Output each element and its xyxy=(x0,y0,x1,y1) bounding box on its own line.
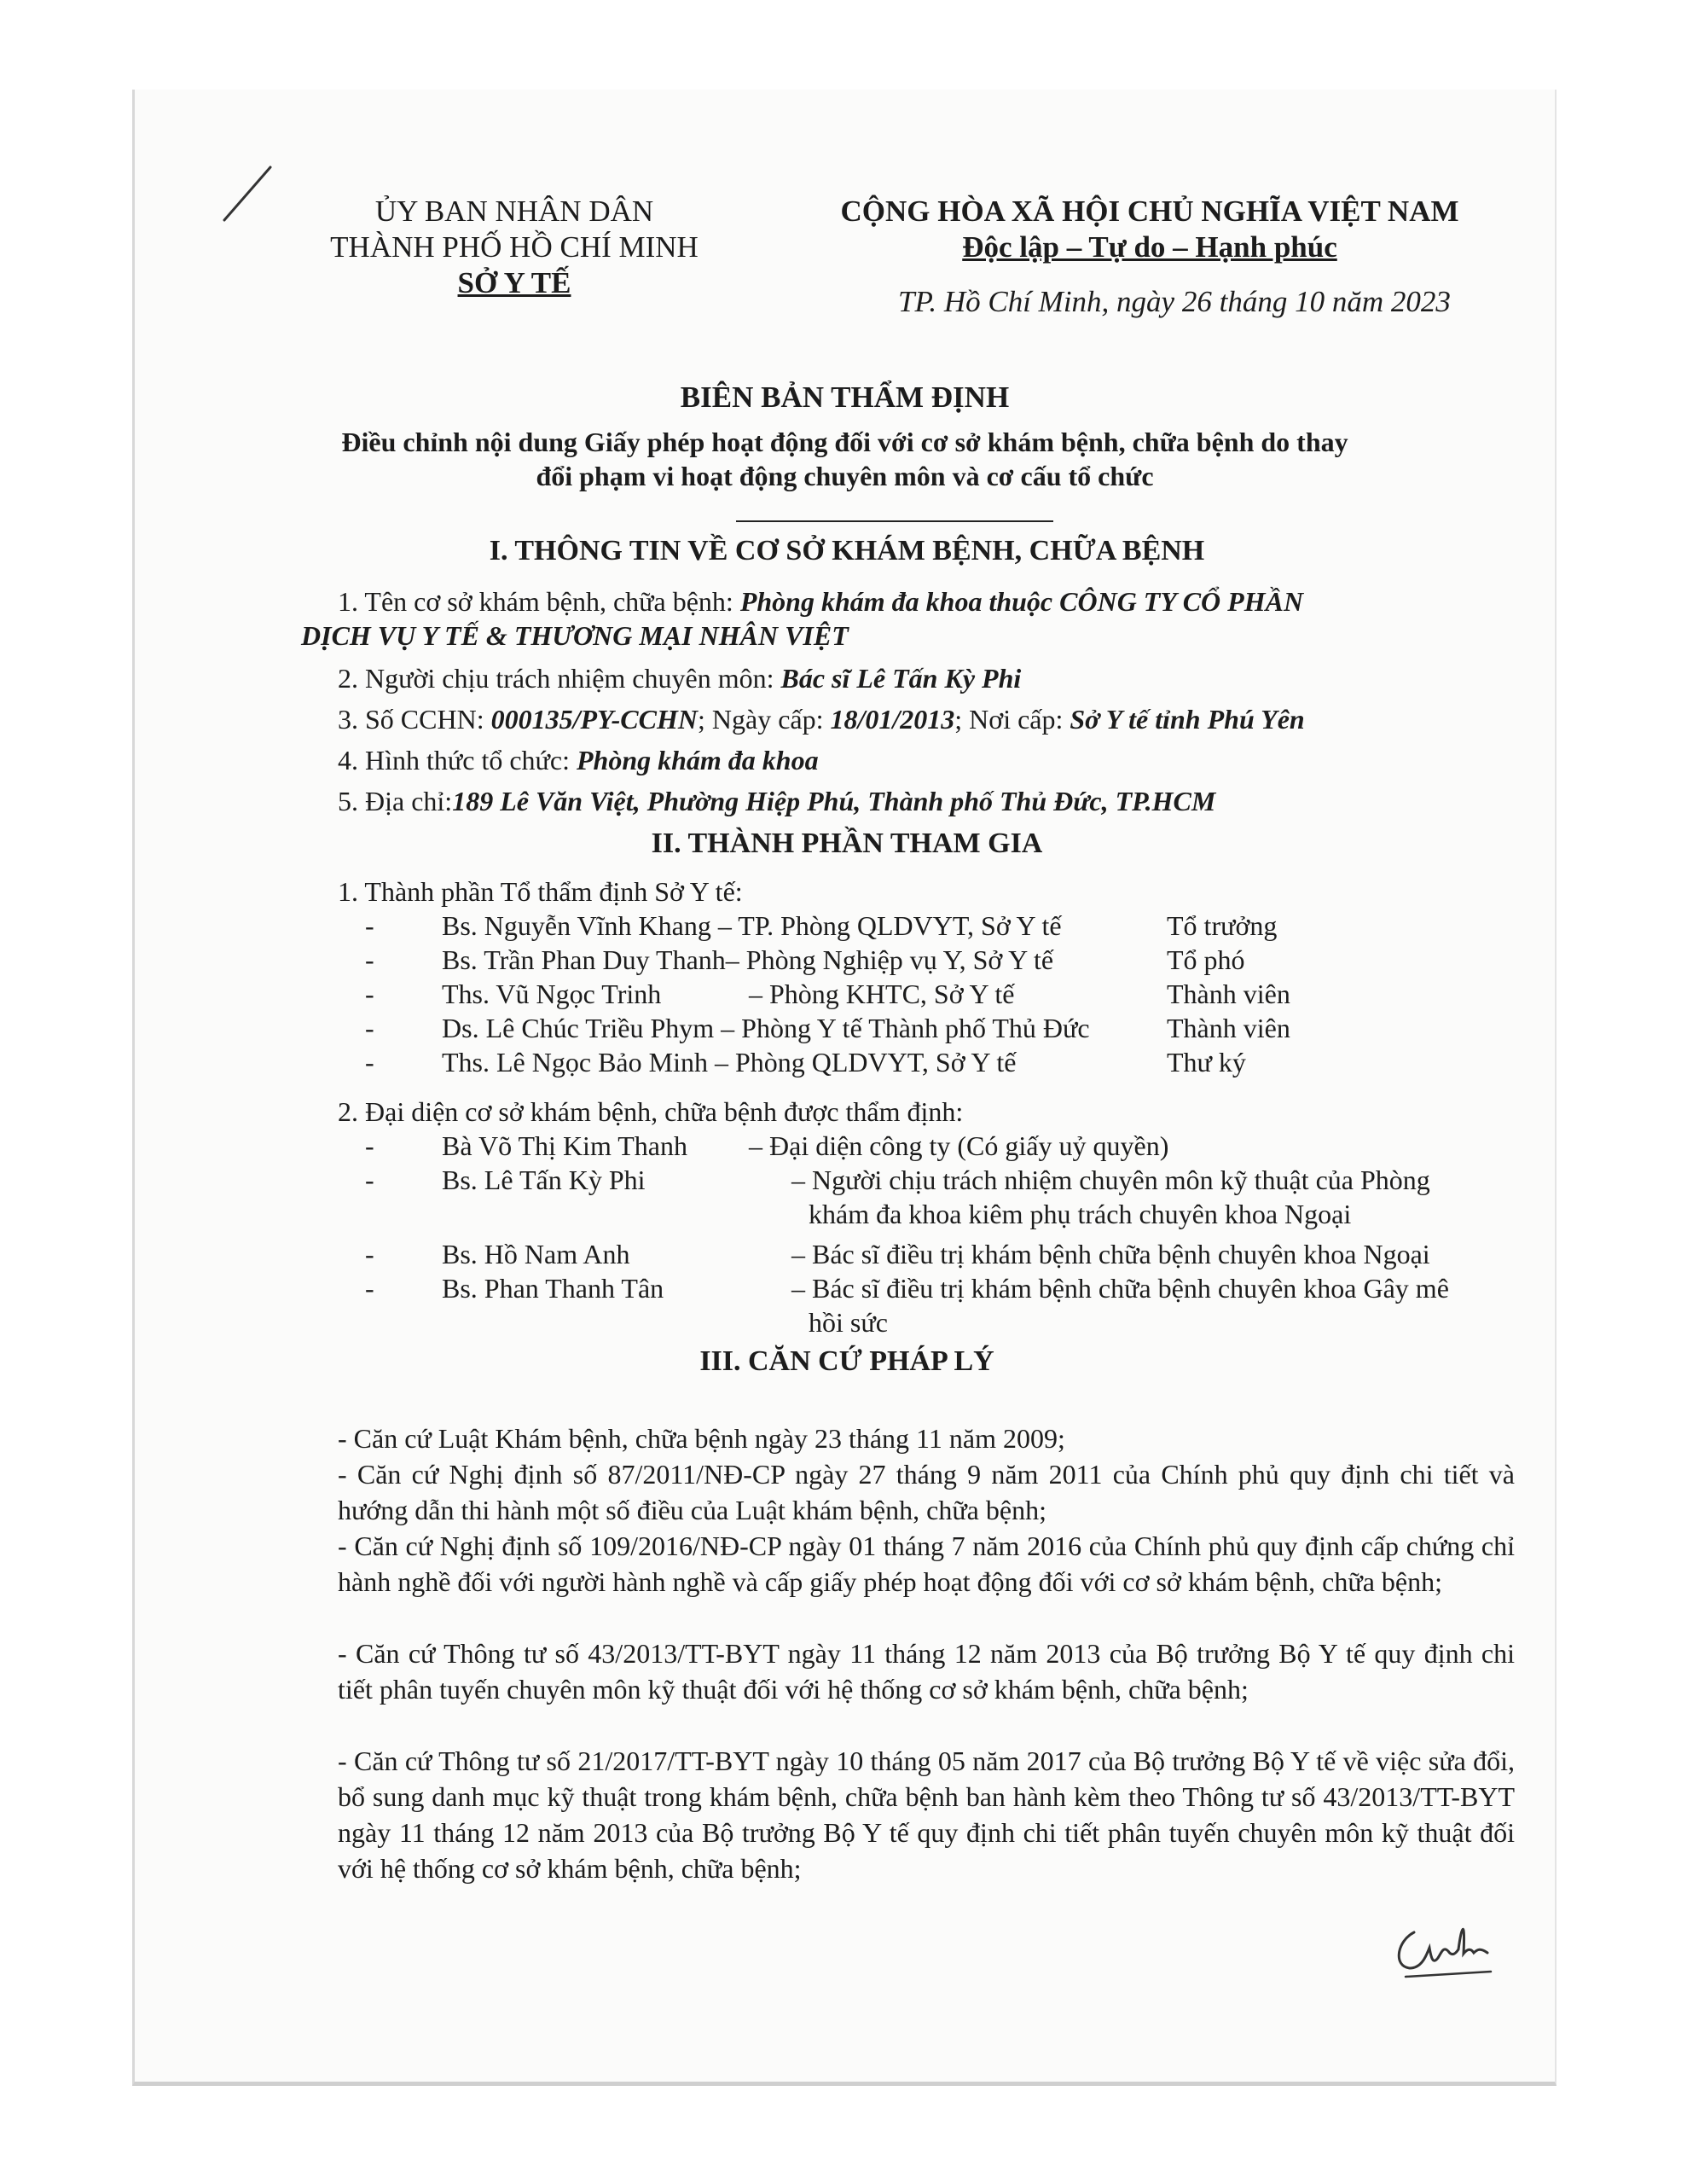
facility-name-line xyxy=(338,584,1303,619)
committee-title: 1. Thành phần Tổ thẩm định Sở Y tế: xyxy=(338,876,743,907)
title-divider xyxy=(736,520,1053,522)
rep-name: Bà Võ Thị Kim Thanh xyxy=(442,1130,687,1161)
member-name: Ths. Vũ Ngọc Trinh xyxy=(442,979,662,1009)
section-1-heading: I. THÔNG TIN VỀ CƠ SỞ KHÁM BỆNH, CHỮA BỆNH xyxy=(489,535,1205,566)
date-line: TP. Hồ Chí Minh, ngày 26 tháng 10 năm 2023 xyxy=(898,285,1451,318)
member-dept: – Phòng KHTC, Sở Y tế xyxy=(749,979,1015,1009)
license-number-label: 3. Số CCHN: xyxy=(338,704,491,735)
member-dash: - xyxy=(365,944,374,975)
member-name: Ds. Lê Chúc Triều Phym – Phòng Y tế Thành phố Thủ Đức xyxy=(442,1013,1090,1043)
signature-initials xyxy=(1388,1915,1508,1984)
pen-mark xyxy=(217,162,277,226)
member-dash: - xyxy=(365,979,374,1009)
representatives-title: 2. Đại diện cơ sở khám bệnh, chữa bệnh được thẩm định: xyxy=(338,1096,964,1127)
responsible-person-line xyxy=(338,661,1021,695)
rep-name: Bs. Lê Tấn Kỳ Phi xyxy=(442,1165,646,1195)
rep-dash: - xyxy=(365,1273,374,1304)
address-value: 189 Lê Văn Việt, Phường Hiệp Phú, Thành phố Thủ Đức, TP.HCM xyxy=(452,786,1216,816)
address-line xyxy=(338,784,1215,818)
rep-dash: - xyxy=(365,1130,374,1161)
doc-subtitle-line-1: Điều chỉnh nội dung Giấy phép hoạt động đối với cơ sở khám bệnh, chữa bệnh do thay xyxy=(341,427,1348,457)
authority-line-2: THÀNH PHỐ HỒ CHÍ MINH xyxy=(330,230,699,264)
responsible-person-value: Bác sĩ Lê Tấn Kỳ Phi xyxy=(780,663,1022,694)
member-dash: - xyxy=(365,910,374,941)
section-3-heading: III. CĂN CỨ PHÁP LÝ xyxy=(699,1345,994,1377)
issue-place-label: ; Nơi cấp: xyxy=(954,704,1070,735)
national-title: CỘNG HÒA XÃ HỘI CHỦ NGHĨA VIỆT NAM xyxy=(840,195,1459,228)
doc-subtitle-line-2: đổi phạm vi hoạt động chuyên môn và cơ cấu tổ chức xyxy=(536,461,1154,491)
facility-name-label: 1. Tên cơ sở khám bệnh, chữa bệnh: xyxy=(338,586,740,617)
license-number-value: 000135/PY-CCHN xyxy=(490,704,698,735)
legal-basis-item: - Căn cứ Nghị định số 87/2011/NĐ-CP ngày 27 tháng 9 năm 2011 của Chính phủ quy định chi tiết và hướng dẫn thi hành một số điều của Luật khám bệnh, chữa bệnh; xyxy=(338,1459,1515,1525)
legal-basis-item: - Căn cứ Thông tư số 43/2013/TT-BYT ngày 11 tháng 12 năm 2013 của Bộ trưởng Bộ Y tế quy định chi tiết phân tuyến chuyên môn kỹ thuật đối với hệ thống cơ sở khám bệnh, chữa bệnh; xyxy=(338,1638,1515,1705)
legal-basis-item: - Căn cứ Thông tư số 21/2017/TT-BYT ngày 10 tháng 05 năm 2017 của Bộ trưởng Bộ Y tế về việc sửa đổi, bổ sung danh mục kỹ thuật trong khám bệnh, chữa bệnh ban hành kèm theo Thông tư số 43/2013/TT-BYT ngày 11 tháng 12 năm 2013 của Bộ trưởng Bộ Y tế quy định chi tiết phân tuyến chuyên môn kỹ thuật đối với hệ thống cơ sở khám bệnh, chữa bệnh; xyxy=(338,1745,1515,1884)
national-motto: Độc lập – Tự do – Hạnh phúc xyxy=(962,230,1337,264)
address-label: 5. Địa chỉ: xyxy=(338,786,453,816)
rep-name: Bs. Phan Thanh Tân xyxy=(442,1273,664,1304)
rep-name: Bs. Hồ Nam Anh xyxy=(442,1239,630,1269)
member-role: Tổ trưởng xyxy=(1167,910,1278,941)
rep-desc-cont: khám đa khoa kiêm phụ trách chuyên khoa Ngoại xyxy=(809,1199,1352,1229)
rep-desc: – Bác sĩ điều trị khám bệnh chữa bệnh chuyên khoa Ngoại xyxy=(791,1239,1430,1269)
issue-place-value: Sở Y tế tỉnh Phú Yên xyxy=(1070,704,1305,735)
rep-desc: – Người chịu trách nhiệm chuyên môn kỹ thuật của Phòng xyxy=(791,1165,1430,1195)
facility-name-value-cont: DỊCH VỤ Y TẾ & THƯƠNG MẠI NHÂN VIỆT xyxy=(301,620,849,651)
issuing-authority xyxy=(327,194,702,301)
member-role: Thành viên xyxy=(1167,979,1290,1009)
national-header xyxy=(787,194,1512,265)
rep-desc: – Đại diện công ty (Có giấy uỷ quyền) xyxy=(749,1130,1169,1161)
member-role: Thành viên xyxy=(1167,1013,1290,1043)
member-name: Bs. Nguyễn Vĩnh Khang – TP. Phòng QLDVYT, Sở Y tế xyxy=(442,910,1062,941)
issue-date-label: ; Ngày cấp: xyxy=(697,704,831,735)
doc-title: BIÊN BẢN THẨM ĐỊNH xyxy=(680,380,1010,414)
license-line xyxy=(338,702,1305,736)
org-form-label: 4. Hình thức tổ chức: xyxy=(338,745,577,775)
member-role: Thư ký xyxy=(1167,1047,1246,1077)
authority-line-1: ỦY BAN NHÂN DÂN xyxy=(374,195,654,228)
issue-date-value: 18/01/2013 xyxy=(830,704,955,735)
rep-desc: – Bác sĩ điều trị khám bệnh chữa bệnh chuyên khoa Gây mê xyxy=(791,1273,1449,1304)
rep-desc-cont: hồi sức xyxy=(809,1307,888,1338)
member-role: Tổ phó xyxy=(1167,944,1245,975)
member-name: Ths. Lê Ngọc Bảo Minh – Phòng QLDVYT, Sở Y tế xyxy=(442,1047,1017,1077)
org-form-value: Phòng khám đa khoa xyxy=(576,745,819,775)
member-dash: - xyxy=(365,1047,374,1077)
rep-dash: - xyxy=(365,1165,374,1195)
org-form-line xyxy=(338,743,819,777)
facility-name-value: Phòng khám đa khoa thuộc CÔNG TY CỔ PHẦN xyxy=(739,586,1304,617)
responsible-person-label: 2. Người chịu trách nhiệm chuyên môn: xyxy=(338,663,781,694)
authority-line-3: SỞ Y TẾ xyxy=(457,266,571,299)
legal-basis-item: - Căn cứ Luật Khám bệnh, chữa bệnh ngày 23 tháng 11 năm 2009; xyxy=(338,1423,1065,1454)
member-dash: - xyxy=(365,1013,374,1043)
legal-basis-item: - Căn cứ Nghị định số 109/2016/NĐ-CP ngày 01 tháng 7 năm 2016 của Chính phủ quy định cấp chứng chỉ hành nghề đối với người hành nghề và cấp giấy phép hoạt động đối với cơ sở khám bệnh, chữa bệnh; xyxy=(338,1531,1515,1597)
document-page xyxy=(132,90,1557,2086)
section-2-heading: II. THÀNH PHẦN THAM GIA xyxy=(651,828,1043,859)
member-name: Bs. Trần Phan Duy Thanh– Phòng Nghiệp vụ Y, Sở Y tế xyxy=(442,944,1054,975)
rep-dash: - xyxy=(365,1239,374,1269)
